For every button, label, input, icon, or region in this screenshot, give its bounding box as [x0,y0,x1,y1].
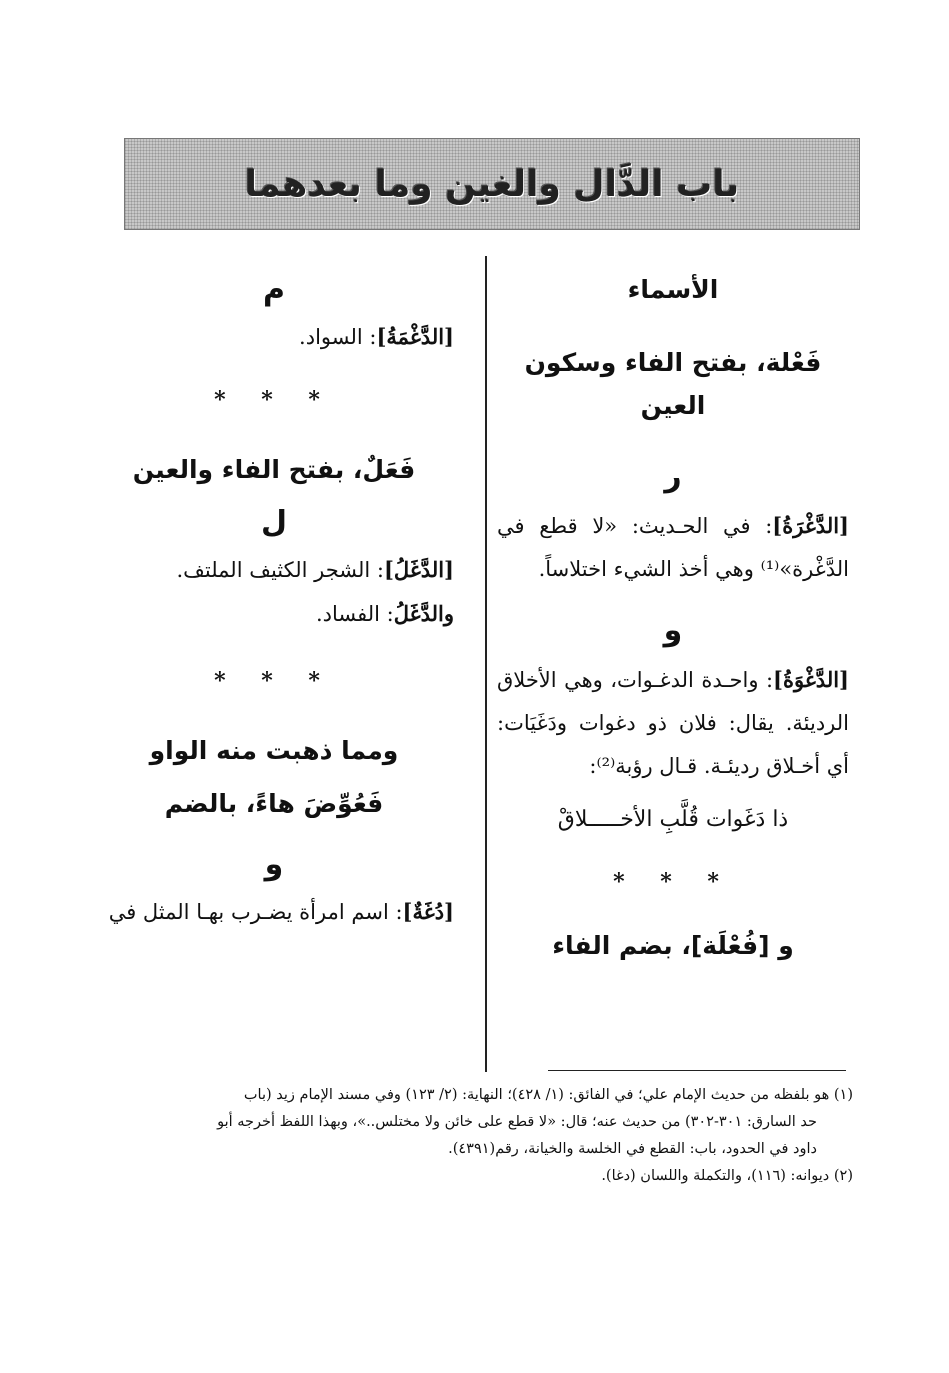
section-separator: * * * [214,668,334,694]
dictionary-entry [94,315,454,359]
entry-definition: : في الحـديث: «لا قطع في الدَّغْرة»⁽¹⁾ وهي أخذ الشيء اختلاساً. [497,514,849,581]
right-column [497,268,849,967]
dictionary-entry [497,504,849,591]
entry-headword: [الدَّغَلُ] [383,557,454,582]
entry-definition: : السواد. [299,325,377,349]
footnotes [83,1082,853,1190]
entry-definition: : الفساد. [315,602,394,626]
entry-definition: : الشجر الكثيف الملتف. [176,558,384,582]
entry-headword: [دُغَةٌ] [402,899,454,924]
footnote-2: (٢) ديوانه: (١١٦)، والتكملة واللسان (دغا). [601,1168,853,1184]
section-separator: * * * [613,869,733,895]
letter-heading: م [263,272,285,307]
pattern-heading: فَعُوِّضَ هاءً، بالضم [164,789,384,818]
letter-heading: ل [260,505,288,540]
footnote-1: (١) هو بلفظه من حديث الإمام علي؛ في الفائق: (١/ ٤٢٨)؛ النهاية: (٢/ ١٢٣) وفي مسند الإمام زيد (باب [243,1087,853,1103]
entry-definition: : اسم امرأة يضـرب بهـا المثل في [108,900,403,924]
letter-heading: و [264,847,284,882]
section-separator: * * * [214,387,334,413]
entry-headword: [الدَّغْوَةُ] [773,667,849,692]
dictionary-entry [94,548,454,592]
pattern-heading: و [فُعْلَة]، بضم الفاء [552,931,794,960]
left-column [94,268,454,934]
footnote-1-continued: داود في الحدود، باب: القطع في الخلسة والخيانة، رقم(٤٣٩١). [448,1141,817,1157]
entry-headword: [الدَّغْرَةُ] [772,513,849,538]
column-divider [485,256,487,1072]
pattern-heading: فَعْلة، بفتح الفاء وسكون العين [524,348,822,420]
pattern-heading: فَعَلٌ، بفتح الفاء والعين [132,455,416,484]
poetry-verse: ذا دَغَوات قُلَّبِ الأخـــــلاقْ [557,807,789,832]
entry-headword: [الدَّغْمَةُ] [376,324,454,349]
footnote-1-continued: حد السارق: ٣٠١-٣٠٢) من حديث عنه؛ قال: «لا قطع على خائن ولا مختلس..»، وبهذا اللفظ أخرجه أبو [217,1114,817,1130]
entry-headword: والدَّغَلُ [393,601,454,626]
dictionary-entry [94,890,454,934]
dictionary-entry [497,658,849,788]
entry-definition: : واحـدة الدغـوات، وهي الأخلاق الرديئة. يقال: فلان ذو دغوات ودَغَيَات: أي أخـلاق رديئـة. قـال رؤبة⁽²⁾: [497,668,849,778]
footnote-rule [548,1070,846,1071]
letter-heading: ر [664,459,682,494]
section-title: الأسماء [627,275,719,304]
letter-heading: و [663,613,683,648]
chapter-title: باب الدَّال والغين وما بعدهما [244,163,740,205]
dictionary-entry [94,592,454,636]
chapter-banner [124,138,860,230]
pattern-heading: ومما ذهبت منه الواو [149,736,399,765]
